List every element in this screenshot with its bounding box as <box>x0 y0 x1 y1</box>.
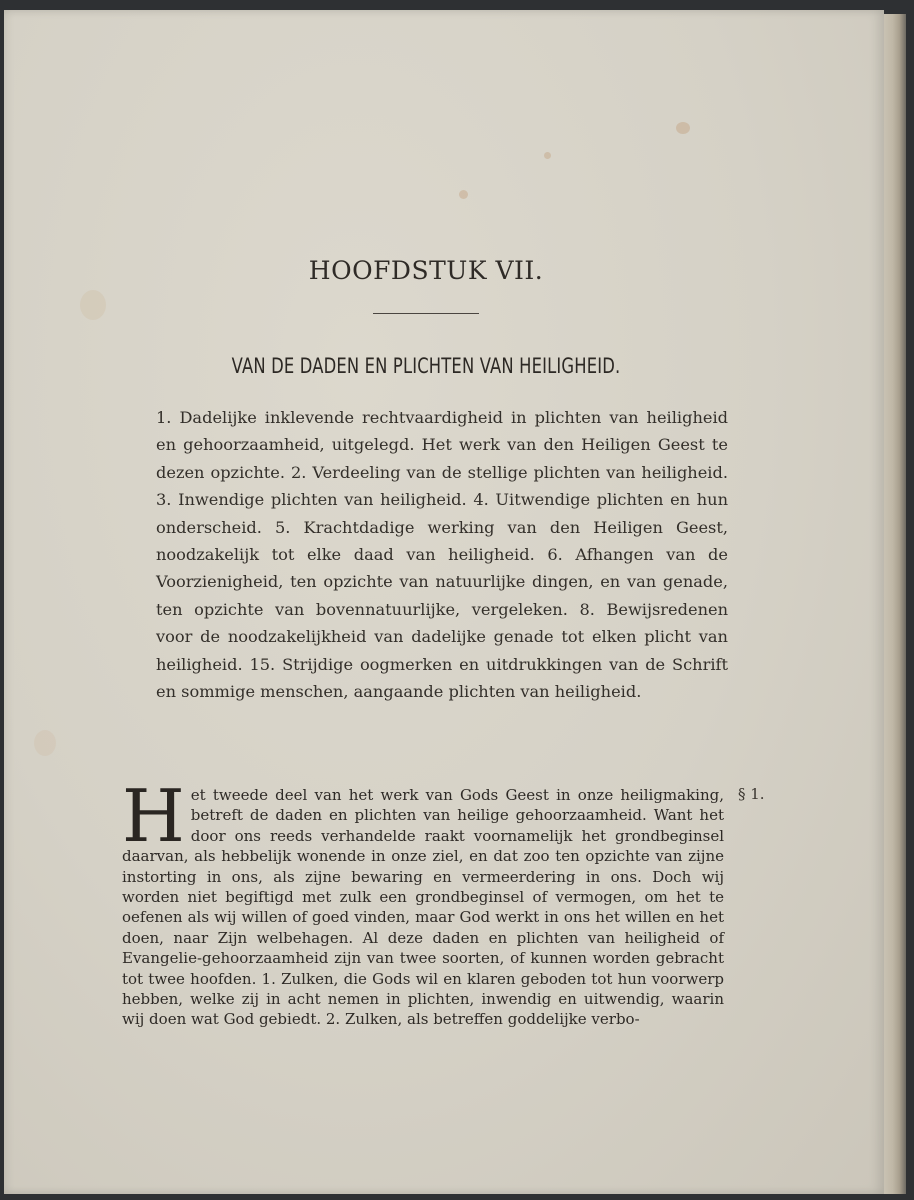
title-rule <box>373 313 479 314</box>
drop-cap: H <box>122 774 185 858</box>
foxing-spot <box>544 152 551 159</box>
chapter-number: HOOFDSTUK VII. <box>308 256 544 285</box>
foxing-spot <box>34 730 56 756</box>
body-text: et tweede deel van het werk van Gods Geest in onze heiligmaking, betreft de daden en plichten van heilige gehoorzaamheid. Want het door ons reeds verhandelde raakt voornamelijk het grondbeginsel daarvan, als hebbelijk wonende in onze ziel, en dat zoo ten opzichte van zijne instorting in ons, als zijne bewaring en vermeerdering in ons. Doch wij worden niet begiftigd met zulk een grondbeginsel of vermogen, om het te oefenen als wij willen of goed vinden, maar God werkt in ons het willen en het doen, naar Zijn welbehagen. Al deze daden en plichten van heiligheid of Evangelie-gehoorzaamheid zijn van twee soorten, of kunnen worden gebracht tot twee hoofden. 1. Zulken, die Gods wil en klaren geboden tot hun voorwerp hebben, welke zij in acht nemen in plichten, inwendig en uitwendig, waarin wij doen wat God gebiedt. 2. Zulken, als betreffen goddelijke verbo- <box>122 786 724 1029</box>
chapter-title: VAN DE DADEN EN PLICHTEN VAN HEILIGHEID. <box>231 354 621 378</box>
body-paragraph <box>122 774 724 1030</box>
book-page <box>4 10 884 1194</box>
foxing-spot <box>676 122 690 134</box>
chapter-summary: 1. Dadelijke inklevende rechtvaardigheid in plichten van heiligheid en gehoorzaamheid, uitgelegd. Het werk van den Heiligen Geest te dezen opzichte. 2. Verdeeling van de stellige plichten van heiligheid. 3. Inwendige plichten van heiligheid. 4. Uitwendige plichten en hun onderscheid. 5. Krachtdadige werking van den Heiligen Geest, noodzakelijk tot elke daad van heiligheid. 6. Afhangen van de Voorzienigheid, ten opzichte van natuurlijke dingen, en van genade, ten opzichte van bovennatuurlijke, vergeleken. 8. Bewijsredenen voor de noodzakelijkheid van dadelijke genade tot elken plicht van heiligheid. 15. Strijdige oogmerken en uitdrukkingen van de Schrift en sommige menschen, aangaande plichten van heiligheid. <box>156 408 728 702</box>
page-edge <box>884 14 906 1194</box>
margin-section-number: § 1. <box>738 785 765 803</box>
foxing-spot <box>80 290 106 320</box>
foxing-spot <box>459 190 468 199</box>
